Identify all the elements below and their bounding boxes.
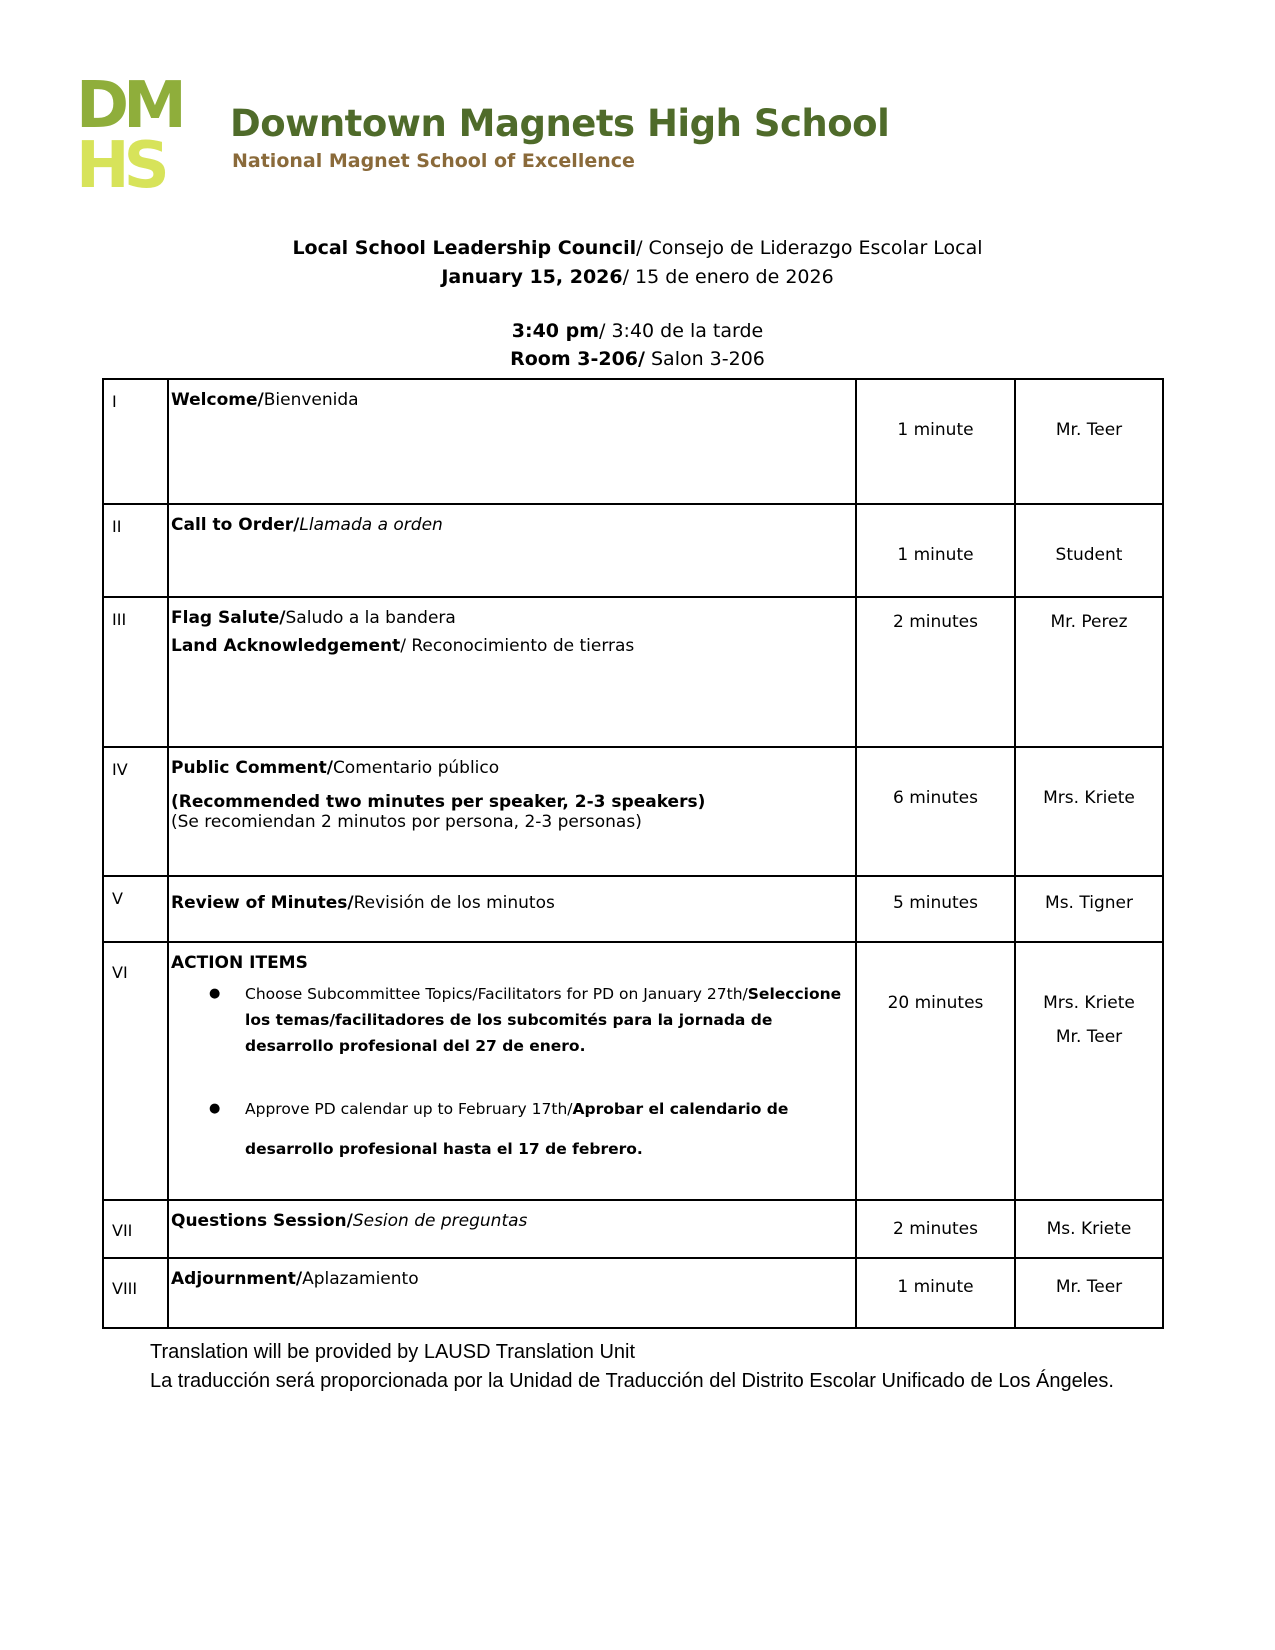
meeting-date (0, 266, 1275, 288)
agenda-row (103, 597, 1163, 747)
meeting-room (0, 348, 1275, 370)
agenda-table (102, 378, 1164, 1329)
item-time: 5 minutes (856, 876, 1015, 942)
item-title: Welcome/Bienvenida (168, 379, 856, 504)
item-title: Public Comment/Comentario público (Recommended two minutes per speaker, 2-3 speakers) (Se recomiendan 2 minutos por persona, 2-3 personas) (168, 747, 856, 876)
title-en: Local School Leadership Council (292, 237, 637, 259)
item-presenter: Mrs. Kriete Mr. Teer (1015, 942, 1163, 1200)
agenda-row (103, 379, 1163, 504)
item-time: 2 minutes (856, 1200, 1015, 1258)
logo-hs: HS (76, 129, 164, 203)
item-time: 1 minute (856, 379, 1015, 504)
item-number: III (103, 597, 168, 747)
school-subtitle: National Magnet School of Excellence (232, 150, 635, 172)
action-item: ● Choose Subcommittee Topics/Facilitators for PD on January 27th/Seleccione los temas/facilitadores de los subcomités para la jornada de desarrollo profesional del 27 de enero. (245, 981, 855, 1059)
school-logo (76, 69, 181, 203)
agenda-row (103, 747, 1163, 876)
agenda-row (103, 942, 1163, 1200)
title-es: / Consejo de Liderazgo Escolar Local (636, 237, 983, 259)
item-number: II (103, 504, 168, 597)
item-number: V (103, 876, 168, 942)
item-time: 2 minutes (856, 597, 1015, 747)
school-name: Downtown Magnets High School (230, 102, 890, 145)
item-title: Adjournment/Aplazamiento (168, 1258, 856, 1328)
time-es: / 3:40 de la tarde (599, 320, 764, 342)
agenda-row (103, 1258, 1163, 1328)
item-presenter: Ms. Tigner (1015, 876, 1163, 942)
translation-notice (150, 1338, 1114, 1396)
time-en: 3:40 pm (511, 320, 600, 342)
room-es: Salon 3-206 (644, 348, 765, 370)
item-presenter: Student (1015, 504, 1163, 597)
footer-line-es: La traducción será proporcionada por la Unidad de Traducción del Distrito Escolar Unificado de Los Ángeles. (150, 1370, 1114, 1392)
item-number: IV (103, 747, 168, 876)
date-en: January 15, 2026 (441, 266, 623, 288)
item-time: 1 minute (856, 1258, 1015, 1328)
item-time: 6 minutes (856, 747, 1015, 876)
item-presenter: Mr. Teer (1015, 379, 1163, 504)
item-title: Flag Salute/Saludo a la bandera Land Acknowledgement/ Reconocimiento de tierras (168, 597, 856, 747)
footer-line-en: Translation will be provided by LAUSD Translation Unit (150, 1341, 636, 1363)
item-title: Call to Order/Llamada a orden (168, 504, 856, 597)
action-item: ● Approve PD calendar up to February 17th/Aprobar el calendario de desarrollo profesional hasta el 17 de febrero. (245, 1089, 855, 1169)
council-title (0, 237, 1275, 259)
logo-dm: DM (76, 69, 181, 143)
date-es: / 15 de enero de 2026 (622, 266, 834, 288)
item-time: 1 minute (856, 504, 1015, 597)
item-number: VIII (103, 1258, 168, 1328)
agenda-row (103, 504, 1163, 597)
action-items-list (171, 981, 855, 1169)
agenda-row (103, 876, 1163, 942)
meeting-time (0, 320, 1275, 342)
room-en: Room 3-206/ (510, 348, 645, 370)
item-number: I (103, 379, 168, 504)
agenda-row (103, 1200, 1163, 1258)
item-time: 20 minutes (856, 942, 1015, 1200)
item-presenter: Ms. Kriete (1015, 1200, 1163, 1258)
item-number: VII (103, 1200, 168, 1258)
item-number: VI (103, 942, 168, 1200)
item-title: ACTION ITEMS ● Choose Subcommittee Topics/Facilitators for PD on January 27th/Seleccione los temas/facilitadores de los subcomités para la jornada de desarrollo profesional del 27 de enero. ● Approve PD calendar up to February 17th/Aprobar el calendario de desarrollo profesional hasta el 17 de febrero. (168, 942, 856, 1200)
item-title: Review of Minutes/Revisión de los minutos (168, 876, 856, 942)
item-presenter: Mr. Teer (1015, 1258, 1163, 1328)
item-title: Questions Session/Sesion de preguntas (168, 1200, 856, 1258)
logo-mark (76, 69, 181, 203)
item-presenter: Mr. Perez (1015, 597, 1163, 747)
item-presenter: Mrs. Kriete (1015, 747, 1163, 876)
